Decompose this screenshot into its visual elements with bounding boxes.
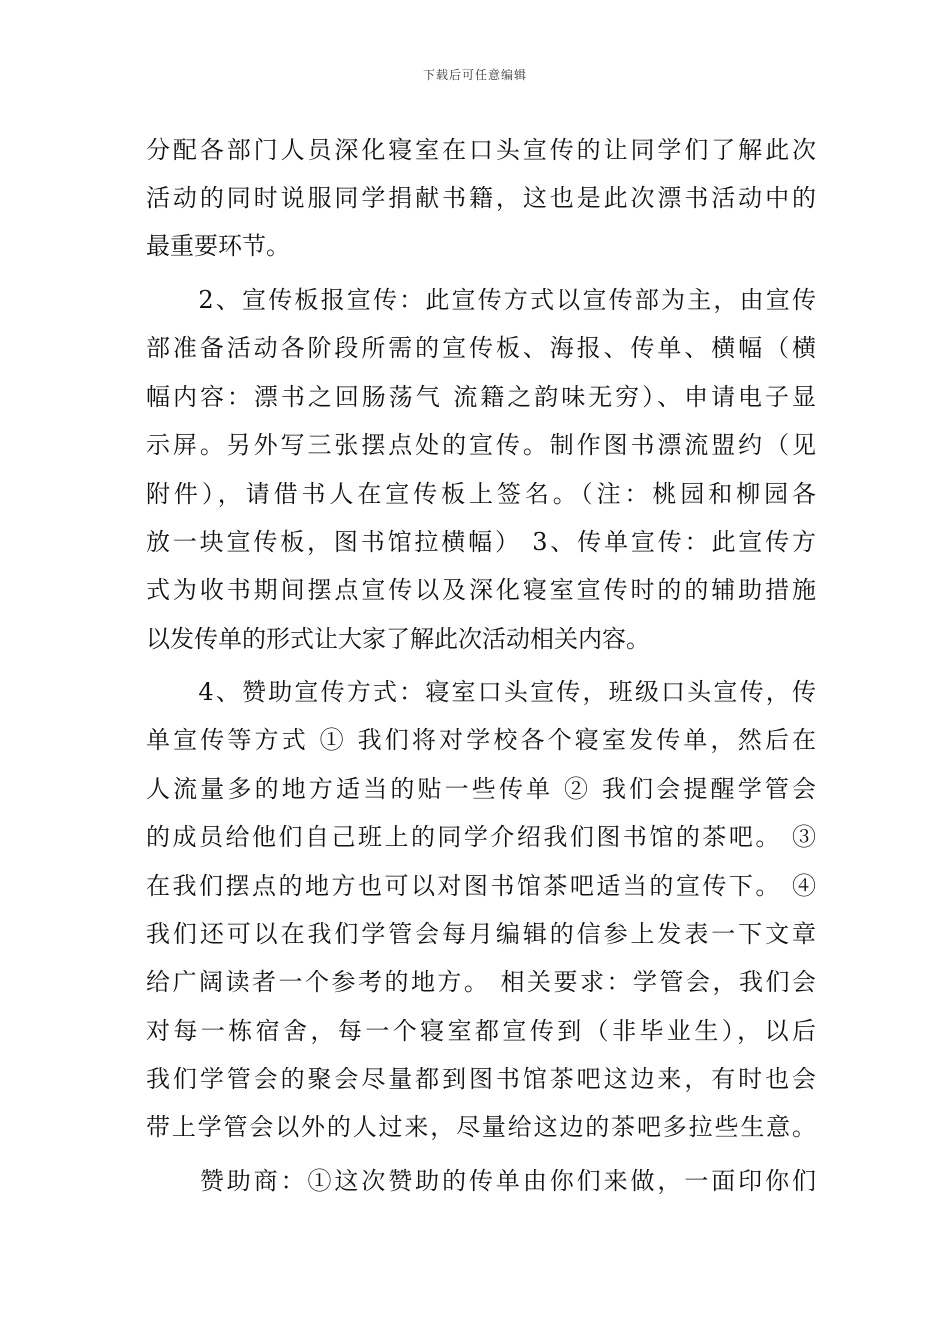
text-line: 赞助商：①这次赞助的传单由你们来做，一面印你们 [146, 1167, 816, 1195]
text-line: 放一块宣传板，图书馆拉横幅） 3、传单宣传：此宣传方 [146, 528, 816, 556]
text-line: 带上学管会以外的人过来，尽量给这边的茶吧多拉些生意。 [146, 1113, 816, 1141]
text-line: 对每一栋宿舍，每一个寝室都宣传到（非毕业生），以后 [146, 1017, 816, 1045]
text-line: 以发传单的形式让大家了解此次活动相关内容。 [146, 625, 650, 653]
text-line: 的成员给他们自己班上的同学介绍我们图书馆的茶吧。 ③ [146, 823, 816, 851]
text-line: 我们还可以在我们学管会每月编辑的信参上发表一下文章 [146, 920, 816, 948]
text-line: 我们学管会的聚会尽量都到图书馆茶吧这边来，有时也会 [146, 1065, 816, 1093]
text-line: 活动的同时说服同学捐献书籍，这也是此次漂书活动中的 [146, 184, 816, 212]
text-line: 幅内容：漂书之回肠荡气 流籍之韵味无穷）、申请电子显 [146, 383, 816, 411]
text-line: 2、宣传板报宣传：此宣传方式以宣传部为主，由宣传 [146, 286, 816, 314]
text-line: 分配各部门人员深化寝室在口头宣传的让同学们了解此次 [146, 136, 816, 164]
text-line: 示屏。另外写三张摆点处的宣传。制作图书漂流盟约（见 [146, 431, 816, 459]
text-line: 给广阔读者一个参考的地方。 相关要求：学管会，我们会 [146, 968, 816, 996]
text-line: 4、赞助宣传方式：寝室口头宣传，班级口头宣传，传 [146, 678, 816, 706]
page-header-note: 下载后可任意编辑 [422, 68, 527, 82]
text-line: 部准备活动各阶段所需的宣传板、海报、传单、横幅（横 [146, 334, 816, 362]
text-line: 在我们摆点的地方也可以对图书馆茶吧适当的宣传下。 ④ [146, 872, 816, 900]
text-line: 最重要环节。 [146, 232, 290, 260]
text-line: 单宣传等方式 ① 我们将对学校各个寝室发传单，然后在 [146, 726, 816, 754]
text-line: 附件），请借书人在宣传板上签名。（注：桃园和柳园各 [146, 480, 816, 508]
text-line: 式为收书期间摆点宣传以及深化寝室宣传时的的辅助措施 [146, 576, 816, 604]
text-line: 人流量多的地方适当的贴一些传单 ② 我们会提醒学管会 [146, 775, 816, 803]
